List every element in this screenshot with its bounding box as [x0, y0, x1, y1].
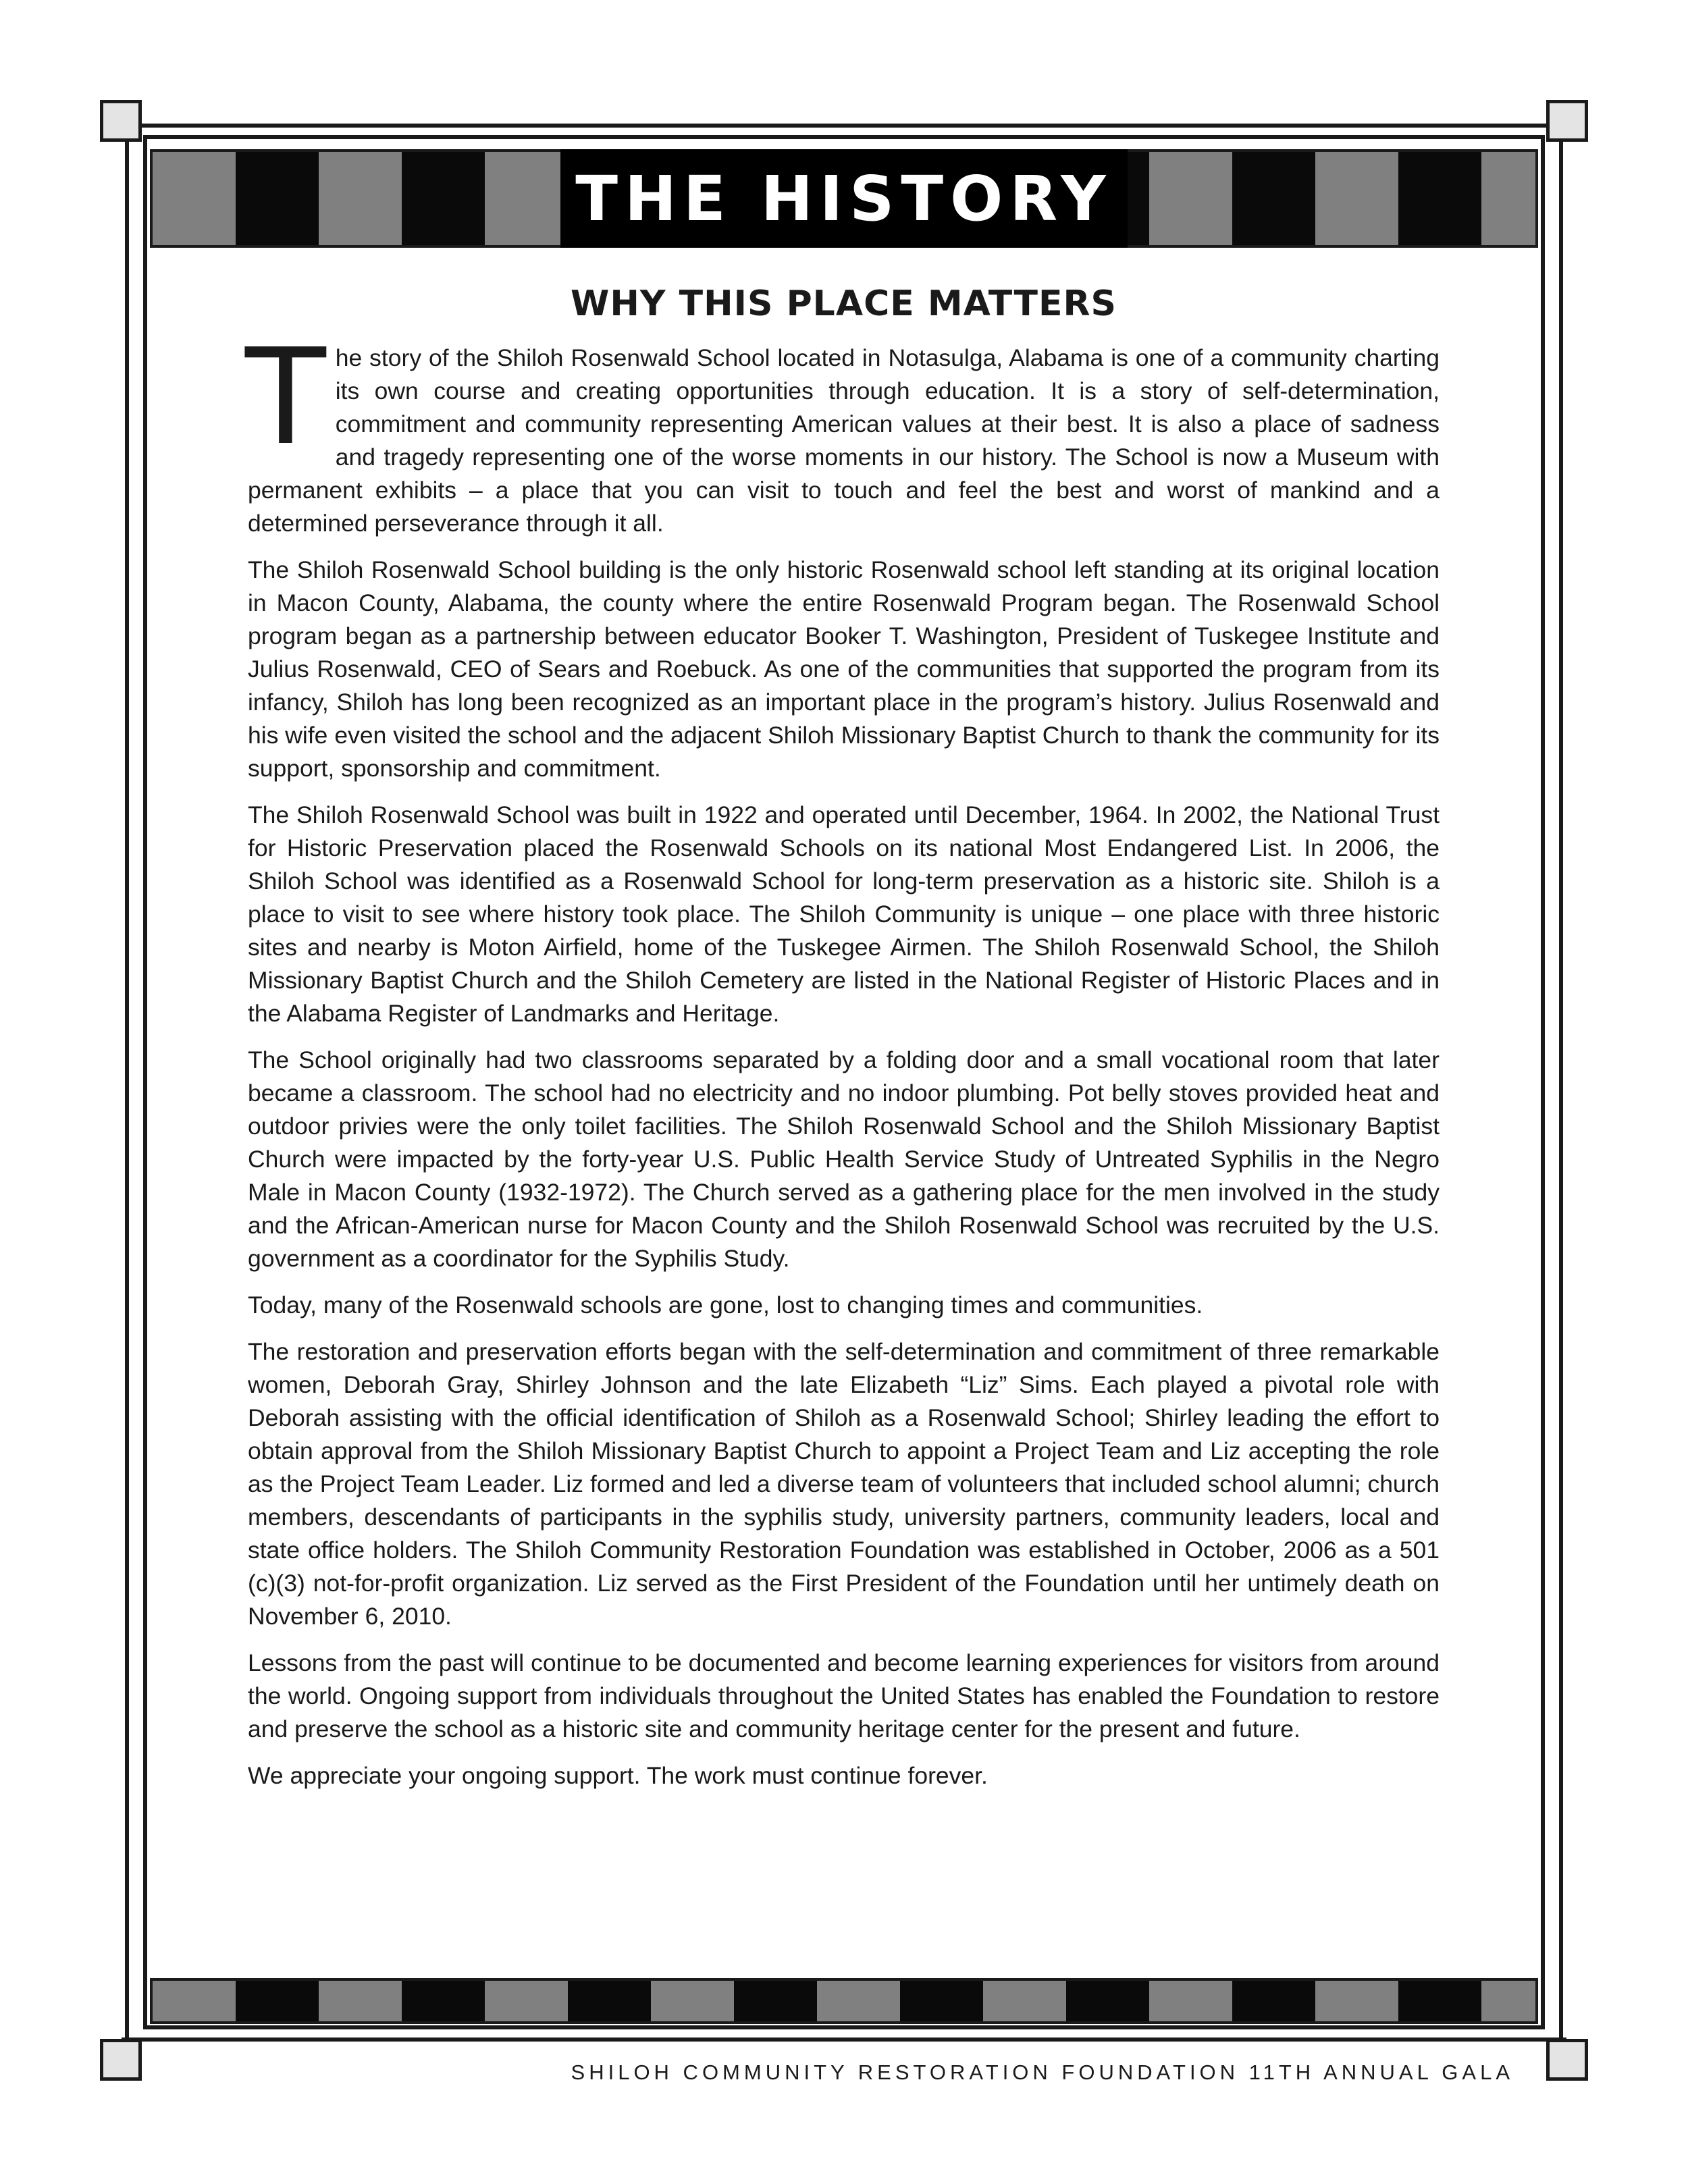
frame-right-inner-line: [1541, 135, 1545, 2029]
drop-cap: T: [245, 321, 326, 475]
corner-square-top-right: [1546, 100, 1588, 142]
article-paragraph-1: The story of the Shiloh Rosenwald School located in Notasulga, Alabama is one of a community charting its own course and creating opportunities through education. It is a story of self-determination, commitment and community representing American values at their best. It is also a place of sadness and tragedy representing one of the worse moments in our history. The School is now a Museum with permanent exhibits – a place that you can visit to touch and feel the best and worst of mankind and a determined perseverance through it all.: [245, 321, 1440, 537]
corner-square-bottom-left: [100, 2039, 142, 2081]
frame-right-outer-line: [1559, 124, 1563, 2042]
corner-square-top-left: [100, 100, 142, 142]
frame-bottom-outer-line: [122, 2037, 1566, 2042]
corner-square-bottom-right: [1546, 2039, 1588, 2081]
article-paragraph-2: The Shiloh Rosenwald School building is the only historic Rosenwald school left standing at its original location in Macon County, Alabama, the county where the entire Rosenwald Program began. The Rosenwald School program began as a partnership between educator Booker T. Washington, President of Tuskegee Institute and Julius Rosenwald, CEO of Sears and Roebuck. As one of the communities that supported the program from its infancy, Shiloh has long been recognized as an important place in the program’s history. Julius Rosenwald and his wife even visited the school and the adjacent Shiloh Missionary Baptist Church to thank the community for its support, sponsorship and commitment.: [248, 556, 1440, 782]
article-paragraph-5: Today, many of the Rosenwald schools are gone, lost to changing times and communities.: [248, 1291, 1203, 1319]
article-paragraph-4: The School originally had two classrooms separated by a folding door and a small vocational room that later became a classroom. The school had no electricity and no indoor plumbing. Pot belly stoves provided heat and outdoor privies were the only toilet facilities. The Shiloh Rosenwald School and the Shiloh Missionary Baptist Church were impacted by the forty-year U.S. Public Health Service Study of Untreated Syphilis in the Negro Male in Macon County (1932-1972). The Church served as a gathering place for the men involved in the study and the African-American nurse for Macon County and the Shiloh Rosenwald School was recruited by the U.S. government as a coordinator for the Syphilis Study.: [248, 1046, 1440, 1272]
article-subtitle: WHY THIS PLACE MATTERS: [571, 284, 1117, 324]
frame-top-inner-line: [143, 135, 1545, 139]
article-paragraph-7: Lessons from the past will continue to be documented and become learning experiences for visitors from around the world. Ongoing support from individuals throughout the United States has enabled the Foundation to restore and preserve the school as a historic site and community heritage center for the present and future.: [248, 1649, 1440, 1742]
frame-bottom-inner-line: [143, 2025, 1545, 2029]
frame-top-outer-line: [122, 124, 1566, 128]
footer-text: SHILOH COMMUNITY RESTORATION FOUNDATION 11TH ANNUAL GALA: [571, 2060, 1514, 2084]
article-paragraph-3: The Shiloh Rosenwald School was built in 1922 and operated until December, 1964. In 2002, the National Trust for Historic Preservation placed the Rosenwald Schools on its national Most Endangered List. In 2006, the Shiloh School was identified as a Rosenwald School for long-term preservation as a historic site. Shiloh is a place to visit to see where history took place. The Shiloh Community is unique – one place with three historic sites and nearby is Moton Airfield, home of the Tuskegee Airmen. The Shiloh Rosenwald School, the Shiloh Missionary Baptist Church and the Shiloh Cemetery are listed in the National Register of Historic Places and in the Alabama Register of Landmarks and Heritage.: [248, 801, 1440, 1027]
frame-left-outer-line: [125, 124, 129, 2042]
article: [245, 284, 1440, 1806]
frame-left-inner-line: [143, 135, 147, 2029]
article-paragraph-8: We appreciate your ongoing support. The work must continue forever.: [248, 1762, 988, 1789]
footer-stripe-band: [150, 1978, 1538, 2024]
header-title-box: [560, 149, 1128, 248]
page-title: THE HISTORY: [575, 162, 1113, 235]
article-paragraph-6: The restoration and preservation efforts began with the self-determination and commitment of three remarkable women, Deborah Gray, Shirley Johnson and the late Elizabeth “Liz” Sims. Each played a pivotal role with Deborah assisting with the official identification of Shiloh as a Rosenwald School; Shirley leading the effort to obtain approval from the Shiloh Missionary Baptist Church to appoint a Project Team and Liz accepting the role as the Project Team Leader. Liz formed and led a diverse team of volunteers that included school alumni; church members, descendants of participants in the syphilis study, university partners, community leaders, local and state office holders. The Shiloh Community Restoration Foundation was established in October, 2006 as a 501 (c)(3) not-for-profit organization. Liz served as the First President of the Foundation until her untimely death on November 6, 2010.: [248, 1338, 1440, 1630]
